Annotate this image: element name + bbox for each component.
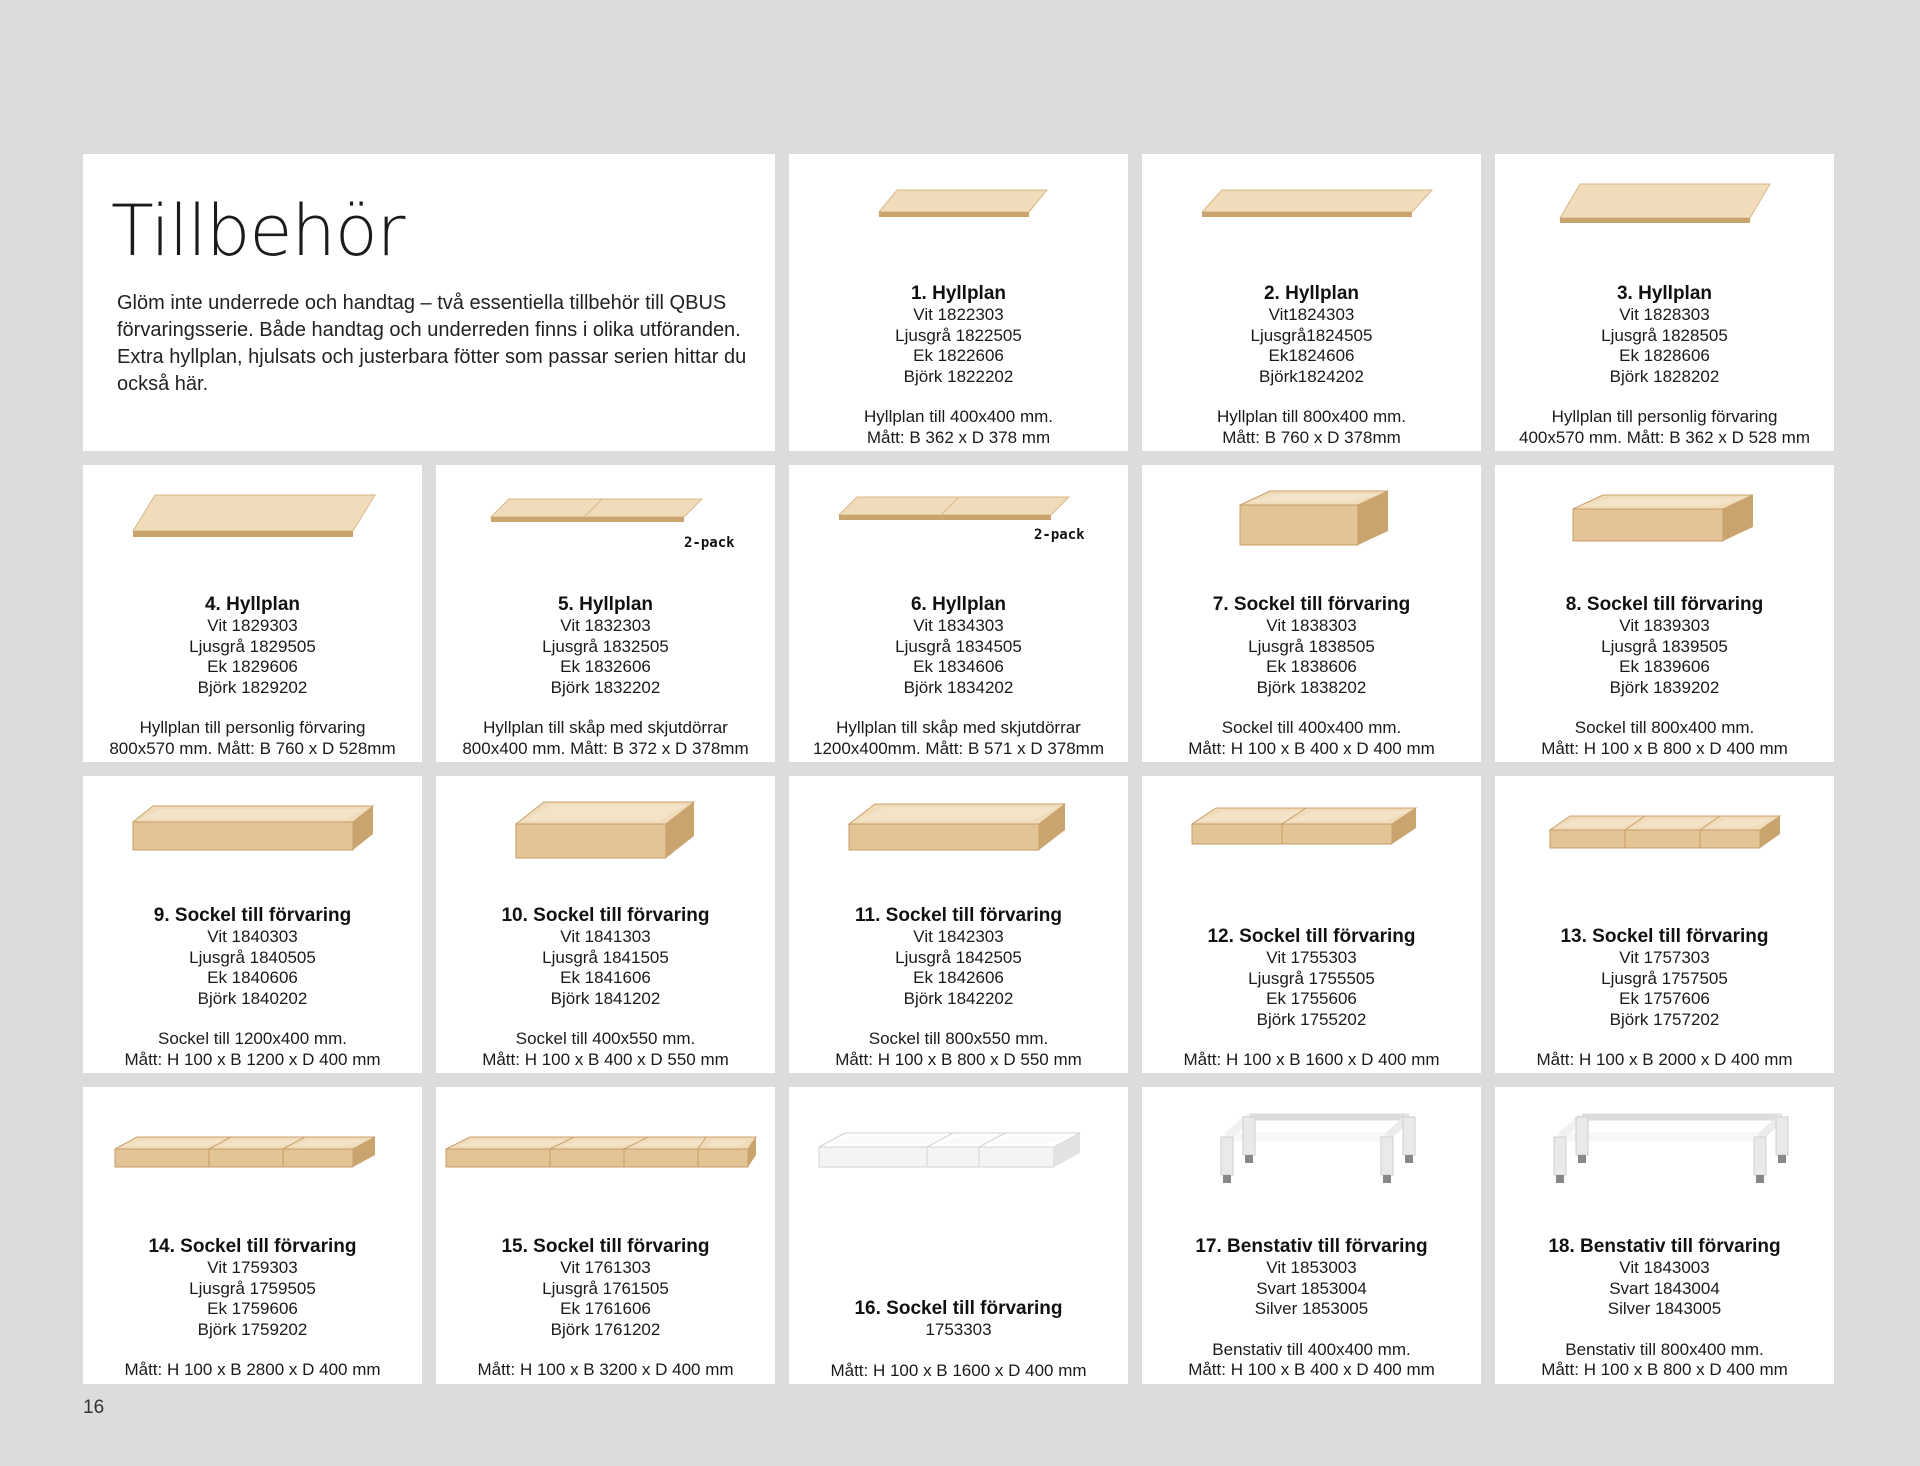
product-title: 16. Sockel till förvaring bbox=[854, 1298, 1063, 1319]
product-variant: Ljusgrå 1829505 bbox=[189, 636, 316, 656]
product-card bbox=[83, 465, 422, 762]
product-description: Mått: H 100 x B 1600 x D 400 mm bbox=[830, 1360, 1087, 1380]
product-title: 18. Benstativ till förvaring bbox=[1548, 1236, 1781, 1257]
product-description: Mått: H 100 x B 800 x D 400 mm bbox=[1541, 738, 1788, 758]
product-variant: Vit 1761303 bbox=[560, 1258, 651, 1277]
product-variant: Ljusgrå1824505 bbox=[1250, 325, 1373, 345]
plinth-icon bbox=[1495, 465, 1834, 595]
product-description: Hyllplan till skåp med skjutdörrar bbox=[836, 718, 1081, 737]
product-description: Hyllplan till skåp med skjutdörrar bbox=[483, 718, 728, 737]
product-variant: Ek 1839606 bbox=[1619, 657, 1710, 676]
product-variant: Vit 1834303 bbox=[913, 616, 1004, 635]
product-description: Mått: H 100 x B 400 x D 400 mm bbox=[1188, 1360, 1435, 1379]
product-card bbox=[1142, 776, 1481, 1073]
product-card bbox=[1495, 465, 1834, 762]
product-variant: Ljusgrå 1842505 bbox=[895, 947, 1022, 967]
product-variant: Vit 1841303 bbox=[560, 927, 651, 946]
product-variant: Svart 1853004 bbox=[1256, 1278, 1367, 1298]
product-variant: Ljusgrå 1834505 bbox=[895, 636, 1022, 656]
product-card bbox=[789, 154, 1128, 451]
product-title: 7. Sockel till förvaring bbox=[1212, 594, 1411, 615]
product-card bbox=[789, 1087, 1128, 1384]
product-variant: Ljusgrå 1832505 bbox=[542, 636, 669, 656]
product-variant: Vit 1843003 bbox=[1619, 1258, 1710, 1277]
product-variant: Ljusgrå 1759505 bbox=[189, 1278, 316, 1298]
product-description: Mått: B 760 x D 378mm bbox=[1222, 427, 1401, 447]
product-variant: Björk1824202 bbox=[1259, 366, 1364, 386]
product-variant: Vit 1755303 bbox=[1266, 948, 1357, 967]
product-variant: Ljusgrå 1839505 bbox=[1601, 636, 1728, 656]
product-description: 800x570 mm. Mått: B 760 x D 528mm bbox=[109, 738, 396, 758]
product-description: Mått: H 100 x B 1600 x D 400 mm bbox=[1183, 1050, 1440, 1069]
product-description: Sockel till 400x550 mm. bbox=[515, 1029, 696, 1048]
intro-text: Glöm inte underrede och handtag – två essentiella tillbehör till QBUS förvaringsserie. Både handtag och underreden finns i olika utföranden. Extra hyllplan, hjulsats och justerbara fötter som passar serien hittar du också här. bbox=[117, 292, 747, 395]
product-description: Mått: H 100 x B 800 x D 550 mm bbox=[835, 1049, 1082, 1069]
product-variant: Ek 1759606 bbox=[207, 1299, 298, 1318]
product-variant: Björk 1759202 bbox=[197, 1319, 308, 1339]
product-description: Hyllplan till 800x400 mm. bbox=[1217, 407, 1406, 426]
product-variant: Björk 1761202 bbox=[550, 1319, 661, 1339]
product-info bbox=[789, 282, 1128, 448]
product-card bbox=[789, 776, 1128, 1073]
product-variant: Ljusgrå 1755505 bbox=[1248, 968, 1375, 988]
product-info bbox=[1142, 593, 1481, 759]
product-variant: Ek 1757606 bbox=[1619, 989, 1710, 1008]
product-variant: Vit 1839303 bbox=[1619, 616, 1710, 635]
product-description: Mått: H 100 x B 1200 x D 400 mm bbox=[124, 1049, 381, 1069]
plinth-icon bbox=[789, 776, 1128, 906]
product-description: Mått: B 362 x D 378 mm bbox=[866, 427, 1051, 447]
product-description: 400x570 mm. Mått: B 362 x D 528 mm bbox=[1518, 427, 1810, 447]
product-variant: Björk 1822202 bbox=[903, 366, 1014, 386]
product-variant: 1753303 bbox=[925, 1320, 992, 1339]
product-variant: Vit 1842303 bbox=[913, 927, 1004, 946]
product-title: 15. Sockel till förvaring bbox=[501, 1236, 710, 1257]
product-variant: Björk 1832202 bbox=[550, 677, 661, 697]
product-info bbox=[789, 593, 1128, 759]
product-card bbox=[789, 465, 1128, 762]
product-description: 800x400 mm. Mått: B 372 x D 378mm bbox=[462, 738, 749, 758]
leg-frame-icon bbox=[1142, 1087, 1481, 1217]
product-variant: Ek 1838606 bbox=[1266, 657, 1357, 676]
product-description: Mått: H 100 x B 400 x D 400 mm bbox=[1188, 738, 1435, 758]
product-title: 2. Hyllplan bbox=[1263, 283, 1360, 304]
plinth-icon bbox=[1142, 465, 1481, 595]
product-info bbox=[83, 1235, 422, 1381]
product-title: 12. Sockel till förvaring bbox=[1207, 926, 1416, 947]
product-variant: Vit1824303 bbox=[1268, 305, 1355, 324]
product-description: Mått: H 100 x B 800 x D 400 mm bbox=[1541, 1360, 1788, 1379]
product-variant: Ljusgrå 1838505 bbox=[1248, 636, 1375, 656]
product-variant: Björk 1828202 bbox=[1609, 366, 1720, 386]
product-card bbox=[1142, 1087, 1481, 1384]
product-info bbox=[1142, 1235, 1481, 1381]
product-card bbox=[1142, 154, 1481, 451]
product-variant: Ljusgrå 1841505 bbox=[542, 947, 669, 967]
badge-text: 2-pack bbox=[684, 535, 735, 551]
product-variant: Björk 1841202 bbox=[550, 988, 661, 1008]
page-number: 16 bbox=[83, 1397, 105, 1418]
intro-card bbox=[83, 154, 775, 451]
product-variant: Ek 1829606 bbox=[207, 657, 298, 676]
product-variant: Ek 1841606 bbox=[560, 968, 651, 987]
product-variant: Ek 1755606 bbox=[1266, 989, 1357, 1008]
product-variant: Björk 1757202 bbox=[1609, 1009, 1720, 1029]
product-variant: Vit 1832303 bbox=[560, 616, 651, 635]
product-variant: Ek 1842606 bbox=[913, 968, 1004, 987]
product-info bbox=[1142, 282, 1481, 448]
product-description: Sockel till 800x400 mm. bbox=[1574, 718, 1755, 737]
product-info bbox=[1142, 925, 1481, 1071]
product-variant: Vit 1759303 bbox=[207, 1258, 298, 1277]
product-variant: Silver 1843005 bbox=[1607, 1299, 1722, 1318]
product-variant: Ljusgrå 1840505 bbox=[189, 947, 316, 967]
product-card bbox=[1495, 1087, 1834, 1384]
shelf-icon bbox=[1142, 154, 1481, 284]
product-title: 1. Hyllplan bbox=[910, 283, 1007, 304]
plinth-icon bbox=[83, 1087, 422, 1217]
product-description: Hyllplan till personlig förvaring bbox=[139, 718, 366, 737]
product-description: Hyllplan till 400x400 mm. bbox=[864, 407, 1053, 426]
product-variant: Björk 1755202 bbox=[1256, 1009, 1367, 1029]
product-description: Mått: H 100 x B 2000 x D 400 mm bbox=[1536, 1050, 1793, 1069]
product-info bbox=[1495, 593, 1834, 759]
product-variant: Vit 1757303 bbox=[1619, 948, 1710, 967]
product-info bbox=[789, 904, 1128, 1070]
product-info bbox=[83, 904, 422, 1070]
shelf-icon bbox=[1495, 154, 1834, 284]
product-variant: Ljusgrå 1828505 bbox=[1601, 325, 1728, 345]
product-variant: Björk 1838202 bbox=[1256, 677, 1367, 697]
product-info bbox=[1495, 282, 1834, 448]
product-title: 17. Benstativ till förvaring bbox=[1195, 1236, 1428, 1257]
plinth-icon bbox=[1142, 776, 1481, 906]
plinth-icon bbox=[789, 1087, 1128, 1217]
shelf-icon bbox=[789, 154, 1128, 284]
product-info bbox=[789, 1297, 1128, 1381]
product-description: Hyllplan till personlig förvaring bbox=[1551, 407, 1778, 426]
product-card bbox=[1495, 776, 1834, 1073]
product-info bbox=[1495, 1235, 1834, 1381]
product-variant: Björk 1834202 bbox=[903, 677, 1014, 697]
product-description: Benstativ till 800x400 mm. bbox=[1565, 1339, 1764, 1359]
product-description: Mått: H 100 x B 2800 x D 400 mm bbox=[124, 1360, 381, 1379]
plinth-icon bbox=[436, 776, 775, 906]
plinth-icon bbox=[83, 776, 422, 906]
product-variant: Ek 1761606 bbox=[560, 1299, 651, 1318]
product-variant: Ek 1834606 bbox=[913, 657, 1004, 676]
product-variant: Vit 1840303 bbox=[207, 927, 298, 946]
product-variant: Björk 1839202 bbox=[1609, 677, 1720, 697]
product-card bbox=[436, 776, 775, 1073]
product-variant: Silver 1853005 bbox=[1254, 1299, 1369, 1318]
product-description: Mått: H 100 x B 400 x D 550 mm bbox=[482, 1049, 729, 1069]
product-card bbox=[436, 465, 775, 762]
product-info bbox=[436, 1235, 775, 1381]
product-card bbox=[1495, 154, 1834, 451]
product-card bbox=[83, 1087, 422, 1384]
product-description: Sockel till 1200x400 mm. bbox=[158, 1029, 347, 1048]
product-description: Benstativ till 400x400 mm. bbox=[1212, 1339, 1411, 1359]
badge-text: 2-pack bbox=[1034, 527, 1085, 543]
plinth-icon bbox=[436, 1087, 775, 1217]
product-title: 5. Hyllplan bbox=[557, 594, 654, 615]
product-variant: Björk 1829202 bbox=[197, 677, 308, 697]
product-variant: Ljusgrå 1822505 bbox=[895, 325, 1022, 345]
product-card bbox=[436, 1087, 775, 1384]
product-variant: Svart 1843004 bbox=[1609, 1278, 1720, 1298]
product-title: 9. Sockel till förvaring bbox=[153, 905, 352, 926]
product-title: 13. Sockel till förvaring bbox=[1560, 926, 1769, 947]
product-title: 6. Hyllplan bbox=[910, 594, 1007, 615]
product-variant: Ek 1822606 bbox=[913, 346, 1004, 365]
product-variant: Vit 1828303 bbox=[1619, 305, 1710, 324]
product-description: Sockel till 400x400 mm. bbox=[1221, 718, 1402, 737]
product-card bbox=[1142, 465, 1481, 762]
product-variant: Ljusgrå 1757505 bbox=[1601, 968, 1728, 988]
product-variant: Ek 1840606 bbox=[207, 968, 298, 987]
product-variant: Ek1824606 bbox=[1268, 346, 1355, 365]
product-title: 11. Sockel till förvaring bbox=[855, 905, 1062, 926]
product-grid bbox=[83, 154, 1836, 1384]
product-variant: Ek 1832606 bbox=[560, 657, 651, 676]
product-variant: Björk 1840202 bbox=[197, 988, 308, 1008]
shelf-icon bbox=[83, 465, 422, 595]
product-description: 1200x400mm. Mått: B 571 x D 378mm bbox=[812, 738, 1105, 758]
product-variant: Vit 1822303 bbox=[913, 305, 1004, 324]
product-info bbox=[83, 593, 422, 759]
product-variant: Ljusgrå 1761505 bbox=[542, 1278, 669, 1298]
product-variant: Björk 1842202 bbox=[903, 988, 1014, 1008]
product-variant: Vit 1829303 bbox=[207, 616, 298, 635]
product-title: 8. Sockel till förvaring bbox=[1565, 594, 1764, 615]
product-title: 4. Hyllplan bbox=[204, 594, 301, 615]
plinth-icon bbox=[1495, 776, 1834, 906]
product-description: Sockel till 800x550 mm. bbox=[868, 1029, 1049, 1048]
product-title: 14. Sockel till förvaring bbox=[148, 1236, 357, 1257]
product-title: 10. Sockel till förvaring bbox=[501, 905, 710, 926]
product-info bbox=[436, 593, 775, 759]
product-description: Mått: H 100 x B 3200 x D 400 mm bbox=[477, 1360, 734, 1379]
product-variant: Vit 1853003 bbox=[1266, 1258, 1357, 1277]
shelf-pair-icon bbox=[436, 465, 775, 595]
product-info bbox=[436, 904, 775, 1070]
product-info bbox=[1495, 925, 1834, 1071]
product-title: 3. Hyllplan bbox=[1616, 283, 1713, 304]
product-card bbox=[83, 776, 422, 1073]
leg-frame-icon bbox=[1495, 1087, 1834, 1217]
page-title: Tillbehör bbox=[111, 190, 405, 272]
shelf-pair-icon bbox=[789, 465, 1128, 595]
product-variant: Vit 1838303 bbox=[1266, 616, 1357, 635]
product-variant: Ek 1828606 bbox=[1619, 346, 1710, 365]
